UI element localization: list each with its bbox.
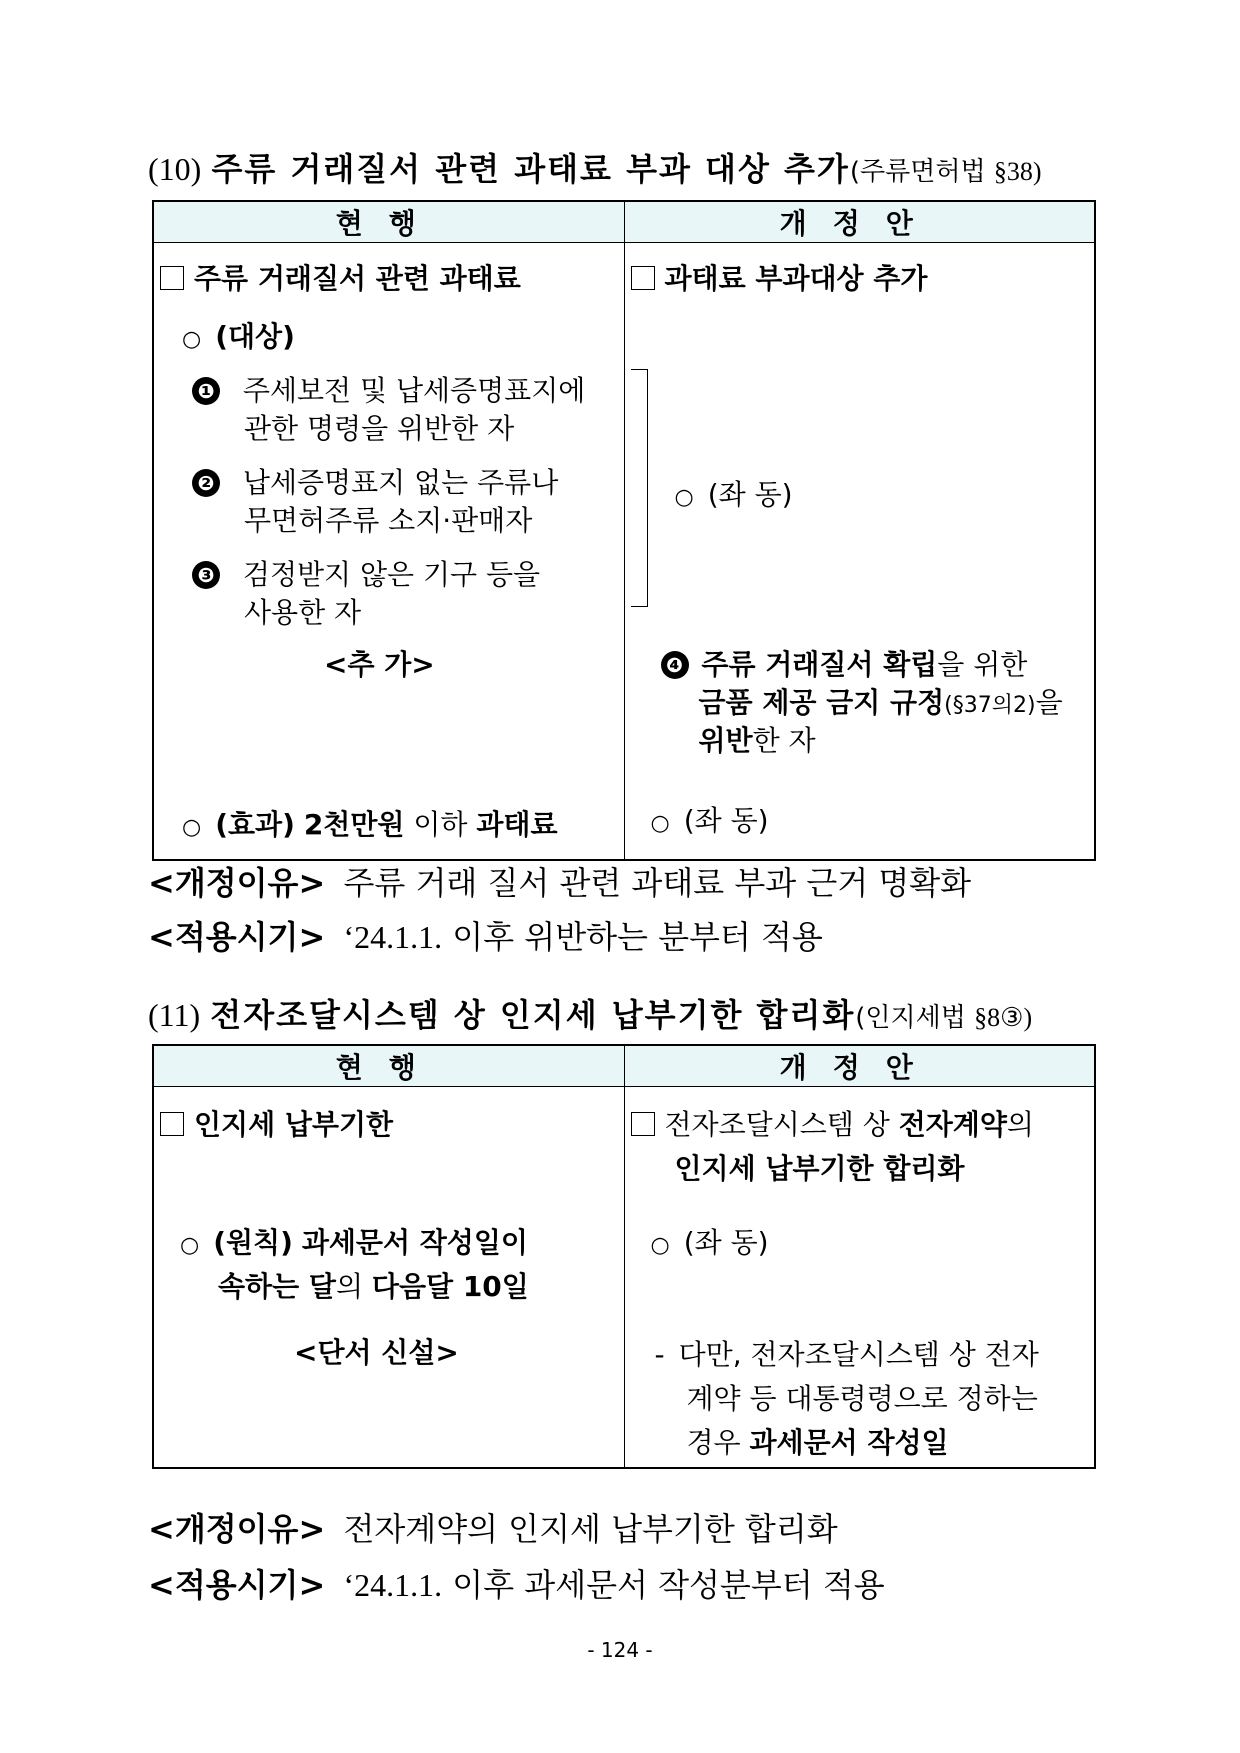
circle-bullet-icon: ○ [650, 1233, 670, 1258]
section11-reason: <개정이유> 전자계약의 인지세 납부기한 합리화 [148, 1510, 838, 1548]
current-target: ○ (대상) [182, 320, 295, 353]
checkbox-square-icon [160, 266, 184, 290]
current-cell [153, 1087, 624, 1469]
revised-cell [624, 243, 1095, 861]
checkbox-square-icon [160, 1112, 184, 1136]
header-revised: 개정안 [624, 201, 1095, 243]
section11-number: (11) [148, 997, 201, 1033]
section11-apply: <적용시기> ‘24.1.1. 이후 과세문서 작성분부터 적용 [148, 1566, 885, 1604]
section10-number: (10) [148, 151, 202, 187]
revised-item4-line3: 위반한 자 [698, 724, 816, 757]
number-4-icon: ❹ [661, 651, 689, 679]
section10-apply: <적용시기> ‘24.1.1. 이후 위반하는 분부터 적용 [148, 918, 823, 956]
section11-heading: 전자조달시스템 상 인지세 납부기한 합리화 [210, 996, 856, 1034]
number-3-icon: ❸ [192, 561, 220, 589]
revised-item4-line2: 금품 제공 금지 규정(§37의2)을 [698, 686, 1063, 719]
current-item1: ❶ 주세보전 및 납세증명표지에 [192, 369, 585, 409]
revised-item4: ❹ 주류 거래질서 확립을 위한 [661, 643, 1028, 683]
revised-proviso: - 다만, 전자조달시스템 상 전자 [654, 1338, 1039, 1371]
section11-law-ref: (인지세법 §8③) [855, 1003, 1033, 1033]
dash-bullet: - [654, 1338, 665, 1371]
current-item2: ❷ 납세증명표지 없는 주류나 [192, 461, 558, 501]
header-revised: 개정안 [624, 1045, 1095, 1087]
current-addition: <단서 신설> [294, 1336, 459, 1369]
section11-title [148, 990, 1032, 1036]
revised-heading: 과태료 부과대상 추가 [631, 257, 928, 297]
revised-heading: 전자조달시스템 상 전자계약의 [631, 1103, 1034, 1143]
current-principle: ○ (원칙) 과세문서 작성일이 [180, 1226, 528, 1259]
number-1-icon: ❶ [192, 377, 220, 405]
current-item2-line2: 무면허주류 소지·판매자 [244, 504, 533, 537]
section11-comparison-table [152, 1044, 1096, 1469]
revised-proviso-line3: 경우 과세문서 작성일 [686, 1426, 949, 1459]
header-current: 현행 [153, 1045, 624, 1087]
section10-reason: <개정이유> 주류 거래 질서 관련 과태료 부과 근거 명확화 [148, 864, 972, 902]
revised-same2: ○ (좌 동) [650, 804, 769, 837]
current-heading: 주류 거래질서 관련 과태료 [160, 257, 521, 297]
section10-law-ref: (주류면허법 §38) [849, 157, 1042, 187]
revised-same1: ○ (좌 동) [674, 478, 793, 511]
current-heading: 인지세 납부기한 [160, 1103, 393, 1143]
current-effect: ○ (효과) 2천만원 이하 과태료 [182, 808, 558, 841]
header-current: 현행 [153, 201, 624, 243]
page-number: - 124 - [587, 1638, 653, 1662]
revised-cell [624, 1087, 1095, 1469]
current-addition: <추 가> [324, 648, 435, 681]
circle-bullet-icon: ○ [674, 485, 694, 510]
right-bracket [631, 369, 648, 607]
current-item3: ❸ 검정받지 않은 기구 등을 [192, 553, 540, 593]
number-2-icon: ❷ [192, 469, 220, 497]
checkbox-square-icon [631, 1112, 655, 1136]
circle-bullet-icon: ○ [650, 811, 670, 836]
revised-same: ○ (좌 동) [650, 1226, 769, 1259]
revised-heading-line2: 인지세 납부기한 합리화 [674, 1152, 965, 1185]
section10-heading: 주류 거래질서 관련 과태료 부과 대상 추가 [211, 150, 850, 188]
circle-bullet-icon: ○ [180, 1233, 200, 1258]
section10-title [148, 144, 1042, 190]
circle-bullet-icon: ○ [182, 327, 202, 352]
circle-bullet-icon: ○ [182, 815, 202, 840]
revised-proviso-line2: 계약 등 대통령령으로 정하는 [686, 1382, 1038, 1415]
checkbox-square-icon [631, 266, 655, 290]
current-cell [153, 243, 624, 861]
current-item3-line2: 사용한 자 [244, 596, 362, 629]
section10-comparison-table [152, 200, 1096, 861]
current-item1-line2: 관한 명령을 위반한 자 [244, 412, 515, 445]
current-principle-line2: 속하는 달의 다음달 10일 [218, 1270, 529, 1303]
